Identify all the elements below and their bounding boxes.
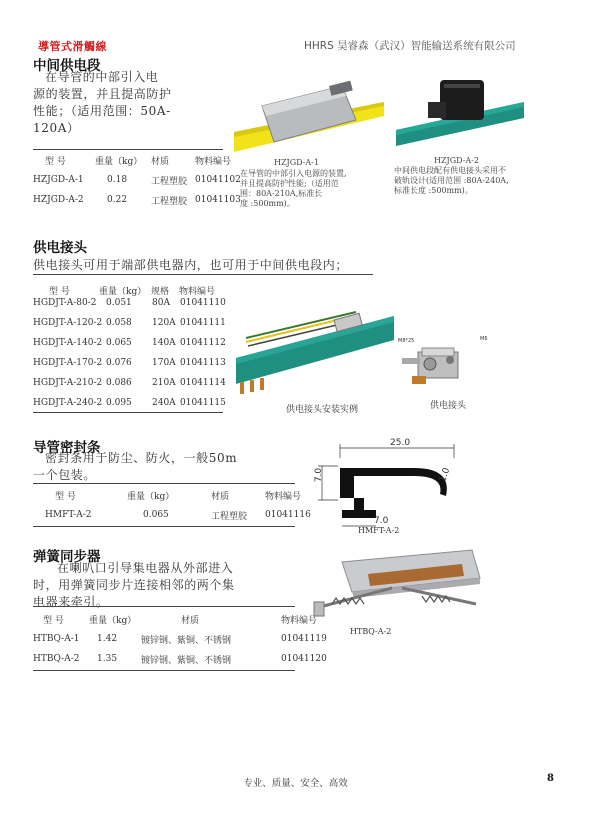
header-company: HHRS 昊睿森（武汉）智能输送系统有限公司 (304, 40, 516, 52)
label-m6: M6 (480, 336, 488, 342)
cell-weight: 0.076 (106, 358, 132, 368)
cell-code: 01041111 (180, 318, 226, 328)
label-m25: M8*25 (398, 338, 415, 344)
table-row (33, 333, 226, 353)
cell-material: 镀锌钢、紫铜、不锈钢 (141, 635, 232, 646)
cell-code: 01041114 (180, 378, 226, 388)
cell-code: 01041112 (180, 338, 226, 348)
s4-spec-table (33, 609, 331, 669)
section-title-middle-feed: 中间供电段 (33, 58, 101, 74)
s3-spec-table (33, 485, 321, 525)
cell-material: 镀锌钢、紫铜、不锈钢 (141, 655, 232, 666)
s4-para-line: 时，用弹簧同步片连接相邻的两个集 (33, 578, 235, 592)
column-header: 重量（kg） (127, 491, 175, 502)
s3-table-rule-top (33, 483, 295, 484)
column-header: 规格 (151, 286, 170, 297)
column-header: 重量（kg） (89, 615, 137, 626)
table-row (33, 649, 331, 669)
cell-weight: 1.35 (97, 654, 118, 664)
cell-model: HGDJT-A-170-2 (33, 358, 103, 368)
cell-weight: 0.051 (106, 298, 132, 308)
seal-model-label: HMFT-A-2 (358, 526, 400, 535)
s4-para-line: 在喇叭口引导集电器从外部进入 (57, 561, 234, 575)
cell-spec: 120A (152, 318, 176, 328)
table-row (33, 505, 321, 525)
s1-para-line: 源的装置，并且提高防护 (33, 87, 172, 101)
install-example-caption: 供电接头安装实例 (286, 405, 359, 415)
column-header: 重量（kg） (99, 286, 147, 297)
cell-code: 01041110 (180, 298, 226, 308)
s4-table-rule-bottom (33, 670, 295, 671)
product-photo-spring-synchronizer (312, 548, 482, 628)
cell-weight: 0.065 (143, 510, 169, 520)
table-row (33, 190, 245, 210)
cell-model: HGDJT-A-210-2 (33, 378, 103, 388)
product-photo-hzjgd-a-1 (234, 80, 384, 158)
header-brand: 導管式滑觸線 (38, 40, 107, 53)
cell-weight: 0.065 (106, 338, 132, 348)
cell-code: 01041115 (180, 398, 226, 408)
dim-radius-label: 1.0 (438, 466, 453, 484)
table-header-row (33, 609, 331, 629)
column-header: 物料编号 (195, 156, 232, 167)
column-header: 重量（kg） (95, 156, 143, 167)
caption-line: 破轨设计(适用范围 :80A-240A, (394, 176, 509, 185)
table-header-row (33, 150, 245, 170)
cell-weight: 0.058 (106, 318, 132, 328)
cell-model: HGDJT-A-140-2 (33, 338, 103, 348)
seal-strip-drawing (314, 438, 464, 533)
table-row (33, 293, 226, 313)
section-title-seal-strip: 导管密封条 (33, 440, 101, 456)
cell-model: HZJGD-A-2 (33, 195, 84, 205)
cell-weight: 0.086 (106, 378, 132, 388)
s2-spec-rows (33, 293, 226, 413)
cell-weight: 0.22 (107, 195, 128, 205)
cell-material: 工程塑胶 (151, 196, 188, 207)
product-photo-hzjgd-a-2 (396, 72, 526, 152)
table-row (33, 373, 226, 393)
caption-line: 并且提高防护性能;（适用范 (240, 179, 339, 188)
cell-spec: 140A (152, 338, 176, 348)
caption-line: 在导管的中部引入电源的装置, (240, 169, 347, 178)
s4-paragraph (33, 560, 283, 611)
s2-paragraph: 供电接头可用于端部供电器内，也可用于中间供电段内； (33, 258, 349, 272)
column-header: 物料编号 (281, 615, 318, 626)
dim-height-label: 7.0 (314, 467, 325, 483)
img1-model-label: HZJGD-A-1 (274, 158, 319, 167)
table-row (33, 170, 245, 190)
caption-line: 中间供电段配有供电接头采用不 (394, 166, 506, 175)
footer-slogan: 专业、质量、安全、高效 (243, 778, 348, 789)
cell-model: HGDJT-A-80-2 (33, 298, 97, 308)
s2-table-rule (33, 412, 223, 413)
cell-weight: 0.18 (107, 175, 128, 185)
s1-paragraph (33, 69, 233, 137)
table-row (33, 629, 331, 649)
img1-caption (240, 169, 390, 209)
cell-weight: 1.42 (97, 634, 118, 644)
cell-weight: 0.095 (106, 398, 132, 408)
cell-model: HTBQ-A-1 (33, 634, 80, 644)
section-title-feed-connector: 供电接头 (33, 240, 87, 256)
cell-code: 01041103 (195, 195, 241, 205)
caption-line: 度 :500mm)。 (240, 199, 295, 208)
column-header: 物料编号 (179, 286, 216, 297)
s3-para-line: 一个包装。 (33, 468, 97, 482)
cell-spec: 210A (152, 378, 176, 388)
connector-caption: 供电接头 (430, 401, 467, 411)
page-number: 8 (547, 773, 554, 784)
cell-model: HGDJT-A-240-2 (33, 398, 103, 408)
dim-bottom-label: 7.0 (374, 516, 389, 526)
s3-table-rule-bottom (33, 526, 295, 527)
column-header: 型 号 (45, 156, 66, 167)
cell-spec: 240A (152, 398, 176, 408)
dim-width-label: 25.0 (390, 438, 411, 448)
cell-code: 01041113 (180, 358, 226, 368)
s2-para-rule (33, 274, 373, 275)
cell-model: HZJGD-A-1 (33, 175, 84, 185)
cell-material: 工程塑胶 (151, 176, 188, 187)
s4-table-rule-top (33, 606, 295, 607)
cell-code: 01041102 (195, 175, 241, 185)
column-header: 物料编号 (265, 491, 302, 502)
cell-spec: 80A (152, 298, 170, 308)
s1-para-line: 性能；（适用范围：50A- (33, 104, 171, 118)
table-row (33, 393, 226, 413)
column-header: 型 号 (49, 286, 70, 297)
img2-model-label: HZJGD-A-2 (434, 156, 479, 165)
s3-para-line: 密封条用于防尘、防火，一般50m (45, 451, 238, 465)
cell-model: HTBQ-A-2 (33, 654, 80, 664)
column-header: 材质 (151, 156, 170, 167)
cell-code: 01041120 (281, 654, 327, 664)
caption-line: 标准长度 :500mm)。 (394, 186, 473, 195)
s1-para-line: 120A） (33, 121, 80, 135)
img2-caption (394, 166, 554, 196)
column-header: 材质 (211, 491, 230, 502)
cell-model: HMFT-A-2 (45, 510, 92, 520)
s1-spec-table (33, 150, 245, 210)
cell-material: 工程塑胶 (211, 511, 248, 522)
cell-spec: 170A (152, 358, 176, 368)
column-header: 型 号 (55, 491, 76, 502)
caption-line: 围：80A-210A,标准长 (240, 189, 323, 198)
table-header-row (33, 485, 321, 505)
cell-model: HGDJT-A-120-2 (33, 318, 103, 328)
table-row (33, 313, 226, 333)
spring-model-label: HTBQ-A-2 (350, 627, 392, 636)
s3-paragraph (33, 450, 273, 484)
s4-para-line: 电器来牵引。 (33, 595, 109, 609)
cell-code: 01041119 (281, 634, 327, 644)
table-row (33, 353, 226, 373)
product-photo-connector-install (236, 298, 396, 398)
s1-para-line: 在导管的中部引入电 (45, 70, 159, 84)
section-title-spring-synchronizer: 弹簧同步器 (33, 549, 101, 565)
column-header: 材质 (181, 615, 200, 626)
cell-code: 01041116 (265, 510, 311, 520)
column-header: 型 号 (43, 615, 64, 626)
